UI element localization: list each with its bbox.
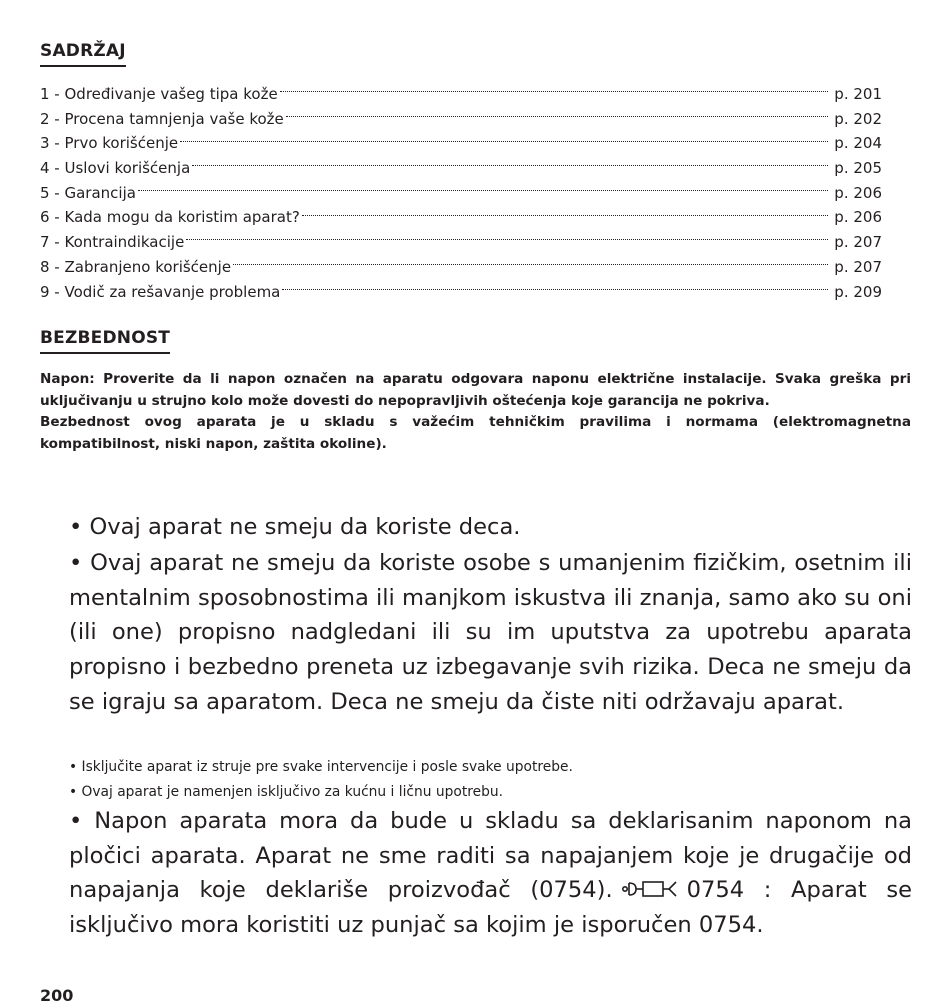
toc-item-page: p. 206 (834, 208, 882, 227)
toc-item-page: p. 206 (834, 183, 882, 202)
toc-leader-dots (186, 238, 828, 240)
toc-item-page: p. 205 (834, 159, 882, 178)
toc-item-page: p. 209 (834, 282, 882, 301)
voltage-warning-text: Napon: Proverite da li napon označen na aparatu odgovara naponu električne instalacije. Svaka greška pri uključivanju u strujno kolo može dovesti do nepopravljivih oštećenja koje garancija ne pokriva. (40, 371, 911, 409)
toc-item-label: 5 - Garancija (40, 183, 136, 202)
page-number: 200 (40, 986, 74, 1005)
compliance-text: Bezbednost ovog aparata je u skladu s važećim tehničkim pravilima i normama (elektromagnetna kompatibilnost, niski napon, zaštita okoline). (40, 414, 911, 452)
toc-leader-dots (233, 263, 828, 265)
toc-title: SADRŽAJ (40, 41, 126, 61)
charger-text: 0754 : Aparat se isključivo mora koristiti uz punjač sa kojim je isporučen 0754. (69, 877, 912, 939)
toc-item (40, 107, 882, 132)
toc-item (40, 156, 882, 181)
table-of-contents (40, 82, 882, 304)
toc-leader-dots (286, 115, 828, 117)
toc-item-label: 3 - Prvo korišćenje (40, 134, 179, 153)
toc-item-label: 9 - Vodič za rešavanje problema (40, 282, 281, 301)
toc-item (40, 181, 882, 206)
toc-item-label: 8 - Zabranjeno korišćenje (40, 257, 232, 276)
toc-item (40, 131, 882, 156)
bullet-reduced-capabilities: • Ovaj aparat ne smeju da koriste osobe s umanjenim fizičkim, osetnim ili mentalnim sposobnostima ili manjkom iskustva ili znanja, samo ako su oni (ili one) propisno nadgledani ili su im uputstva za upotrebu aparata propisno i bezbedno preneta uz izbegavanje svih rizika. Deca ne smeju da se igraju sa aparatom. Deca ne smeju da čiste niti održavaju aparat. (69, 550, 912, 715)
toc-item-page: p. 207 (834, 233, 882, 252)
toc-item-page: p. 202 (834, 109, 882, 128)
toc-item-label: 2 - Procena tamnjenja vaše kože (40, 109, 284, 128)
bullet-unplug: • Isključite aparat iz struje pre svake intervencije i posle svake upotrebe. (69, 759, 573, 775)
bullet-children: • Ovaj aparat ne smeju da koriste deca. (69, 514, 521, 540)
toc-item (40, 230, 882, 255)
toc-item (40, 255, 882, 280)
toc-item (40, 205, 882, 230)
toc-item (40, 82, 882, 107)
toc-item-page: p. 201 (834, 85, 882, 103)
voltage-text: • Napon aparata mora da bude u skladu sa deklarisanim naponom na pločici aparata. Aparat ne sme raditi sa napajanjem koje je drugačije od napajanja koje deklariše proizvođač (0754). (69, 808, 912, 904)
toc-item-label: 1 - Određivanje vašeg tipa kože (40, 85, 278, 103)
toc-item-label: 4 - Uslovi korišćenja (40, 159, 191, 178)
toc-leader-dots (302, 214, 828, 216)
toc-item-page: p. 204 (834, 134, 882, 153)
toc-item-label: 7 - Kontraindikacije (40, 233, 185, 252)
toc-leader-dots (180, 140, 828, 142)
bullet-voltage (69, 804, 912, 943)
toc-item (40, 280, 882, 305)
toc-leader-dots (138, 189, 828, 191)
toc-leader-dots (280, 90, 828, 92)
toc-item-page: p. 207 (834, 257, 882, 276)
charger-plug-icon (621, 874, 683, 909)
toc-leader-dots (192, 164, 828, 166)
voltage-warning (40, 369, 911, 455)
safety-title: BEZBEDNOST (40, 328, 171, 348)
toc-leader-dots (282, 288, 828, 290)
bullet-domestic-use: • Ovaj aparat je namenjen isključivo za kućnu i ličnu upotrebu. (69, 784, 503, 800)
toc-item-label: 6 - Kada mogu da koristim aparat? (40, 208, 300, 227)
